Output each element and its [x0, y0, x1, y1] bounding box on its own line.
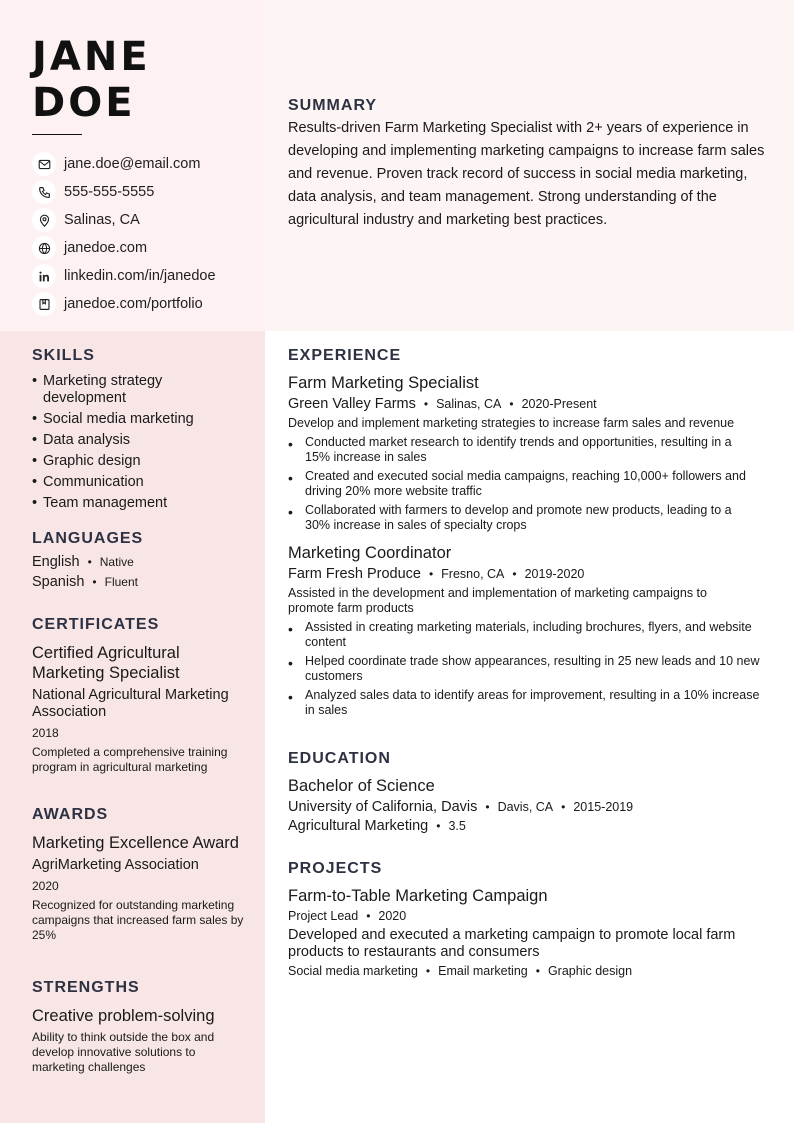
location-icon	[32, 208, 56, 232]
education-dates: 2015-2019	[573, 800, 634, 814]
skills-section	[32, 347, 244, 516]
strength-description: Ability to think outside the box and develop innovative solutions to marketing challenges	[32, 1030, 215, 1074]
contact-location	[32, 206, 257, 234]
separator-dot: •	[366, 909, 371, 923]
languages-title: LANGUAGES	[32, 530, 144, 547]
job-dates: 2020-Present	[521, 397, 597, 411]
job-title: Marketing Coordinator	[288, 544, 452, 562]
contact-email[interactable]	[32, 150, 257, 178]
last-name: DOE	[32, 80, 136, 126]
project-tags	[288, 964, 774, 978]
contact-portfolio[interactable]	[32, 290, 257, 318]
candidate-name	[32, 34, 151, 126]
education-major-line	[288, 818, 774, 834]
education-school: University of California, Davis	[288, 799, 478, 815]
award-name: Marketing Excellence Award	[32, 834, 239, 852]
job-bullet: • Assisted in creating marketing materials, including brochures, flyers, and website content	[288, 620, 774, 650]
certificate-description: Completed a comprehensive training program in agricultural marketing	[32, 745, 228, 774]
contact-phone[interactable]	[32, 178, 257, 206]
contact-phone-text: 555-555-5555	[64, 184, 155, 200]
language-item	[32, 554, 244, 570]
contact-website-text: janedoe.com	[64, 240, 148, 256]
separator-dot: •	[87, 555, 92, 569]
contact-website[interactable]	[32, 234, 257, 262]
job-bullet: • Conducted market research to identify trends and opportunities, resulting in a 15% increase in sales	[288, 435, 774, 465]
skill-item: • Social media marketing	[32, 411, 244, 428]
award-year: 2020	[32, 879, 59, 893]
strengths-title: STRENGTHS	[32, 979, 140, 996]
skill-item: • Marketing strategy development	[32, 373, 244, 407]
languages-section	[32, 530, 244, 590]
globe-icon	[32, 236, 56, 260]
language-level: Native	[99, 555, 134, 569]
phone-icon	[32, 180, 56, 204]
education-major: Agricultural Marketing	[288, 818, 429, 834]
education-gpa: 3.5	[448, 819, 466, 833]
job-meta	[288, 566, 774, 582]
job-entry	[288, 544, 774, 718]
linkedin-icon	[32, 264, 56, 288]
separator-dot: •	[436, 819, 441, 833]
project-role: Project Lead	[288, 909, 359, 923]
job-bullet: • Collaborated with farmers to develop and promote new products, leading to a 30% increase in sales of specialty crops	[288, 503, 774, 533]
job-meta	[288, 396, 774, 412]
job-location: Salinas, CA	[436, 397, 502, 411]
separator-dot: •	[92, 575, 97, 589]
contact-email-text: jane.doe@email.com	[64, 156, 201, 172]
certificate-name: Certified Agricultural Marketing Specialist	[32, 644, 180, 682]
summary-title: SUMMARY	[288, 97, 378, 114]
education-meta	[288, 799, 774, 815]
separator-dot: •	[512, 567, 517, 581]
experience-section	[288, 347, 774, 722]
contact-portfolio-text: janedoe.com/portfolio	[64, 296, 203, 312]
job-company: Green Valley Farms	[288, 396, 416, 412]
project-tag: Email marketing	[438, 964, 528, 978]
education-degree: Bachelor of Science	[288, 777, 435, 795]
job-bullet: • Analyzed sales data to identify areas for improvement, resulting in a 10% increase in sales	[288, 688, 774, 718]
education-title: EDUCATION	[288, 750, 391, 767]
language-name: English	[32, 554, 80, 570]
job-dates: 2019-2020	[524, 567, 585, 581]
job-title: Farm Marketing Specialist	[288, 374, 479, 392]
projects-section	[288, 860, 774, 978]
certificate-issuer: National Agricultural Marketing Association	[32, 687, 229, 720]
summary-section	[288, 97, 774, 232]
separator-dot: •	[428, 567, 434, 581]
awards-section	[32, 806, 244, 943]
skills-title: SKILLS	[32, 347, 95, 364]
project-name: Farm-to-Table Marketing Campaign	[288, 887, 548, 905]
name-divider	[32, 134, 82, 135]
language-name: Spanish	[32, 574, 85, 590]
separator-dot: •	[535, 964, 540, 978]
education-location: Davis, CA	[497, 800, 554, 814]
job-bullet: • Created and executed social media campaigns, reaching 10,000+ followers and driving 20% more website traffic	[288, 469, 774, 499]
separator-dot: •	[561, 800, 566, 814]
separator-dot: •	[425, 964, 431, 978]
job-bullets	[288, 435, 774, 533]
job-location: Fresno, CA	[441, 567, 505, 581]
skill-item: • Data analysis	[32, 432, 244, 449]
education-section	[288, 750, 774, 834]
project-meta	[288, 909, 774, 923]
project-tag: Graphic design	[547, 964, 633, 978]
job-description: Develop and implement marketing strategies to increase farm sales and revenue	[288, 416, 735, 430]
mail-icon	[32, 152, 56, 176]
strength-name: Creative problem-solving	[32, 1007, 215, 1025]
skill-item: • Graphic design	[32, 453, 244, 470]
skill-item: • Team management	[32, 495, 244, 512]
experience-title: EXPERIENCE	[288, 347, 402, 364]
job-bullets	[288, 620, 774, 718]
skill-item: • Communication	[32, 474, 244, 491]
language-level: Fluent	[104, 575, 138, 589]
certificates-section	[32, 616, 244, 775]
separator-dot: •	[509, 397, 514, 411]
contact-linkedin-text: linkedin.com/in/janedoe	[64, 268, 216, 284]
project-tag: Social media marketing	[288, 964, 418, 978]
award-issuer: AgriMarketing Association	[32, 857, 199, 873]
projects-title: PROJECTS	[288, 860, 383, 877]
job-description: Assisted in the development and implementation of marketing campaigns to promote farm products	[288, 586, 707, 615]
first-name: JANE	[32, 34, 151, 80]
language-item	[32, 574, 244, 590]
contact-location-text: Salinas, CA	[64, 212, 140, 228]
contact-linkedin[interactable]	[32, 262, 257, 290]
contact-list	[32, 150, 257, 318]
summary-text: Results-driven Farm Marketing Specialist with 2+ years of experience in developing and implementing marketing campaigns to increase farm sales and revenue. Proven track record of success in social media marketing, data analysis, and team management. Strong understanding of the agricultural industry and marketing best practices.	[288, 120, 765, 228]
awards-title: AWARDS	[32, 806, 109, 823]
separator-dot: •	[423, 397, 429, 411]
portfolio-icon	[32, 292, 56, 316]
job-entry	[288, 374, 774, 533]
separator-dot: •	[485, 800, 490, 814]
job-company: Farm Fresh Produce	[288, 566, 421, 582]
project-description: Developed and executed a marketing campaign to promote local farm products to restaurants and consumers	[288, 927, 736, 960]
certificate-year: 2018	[32, 726, 59, 740]
skills-list	[32, 373, 244, 512]
strengths-section	[32, 979, 244, 1075]
job-bullet: • Helped coordinate trade show appearances, resulting in 25 new leads and 10 new customers	[288, 654, 774, 684]
project-year: 2020	[378, 909, 407, 923]
award-description: Recognized for outstanding marketing campaigns that increased farm sales by 25%	[32, 898, 244, 942]
certificates-title: CERTIFICATES	[32, 616, 160, 633]
